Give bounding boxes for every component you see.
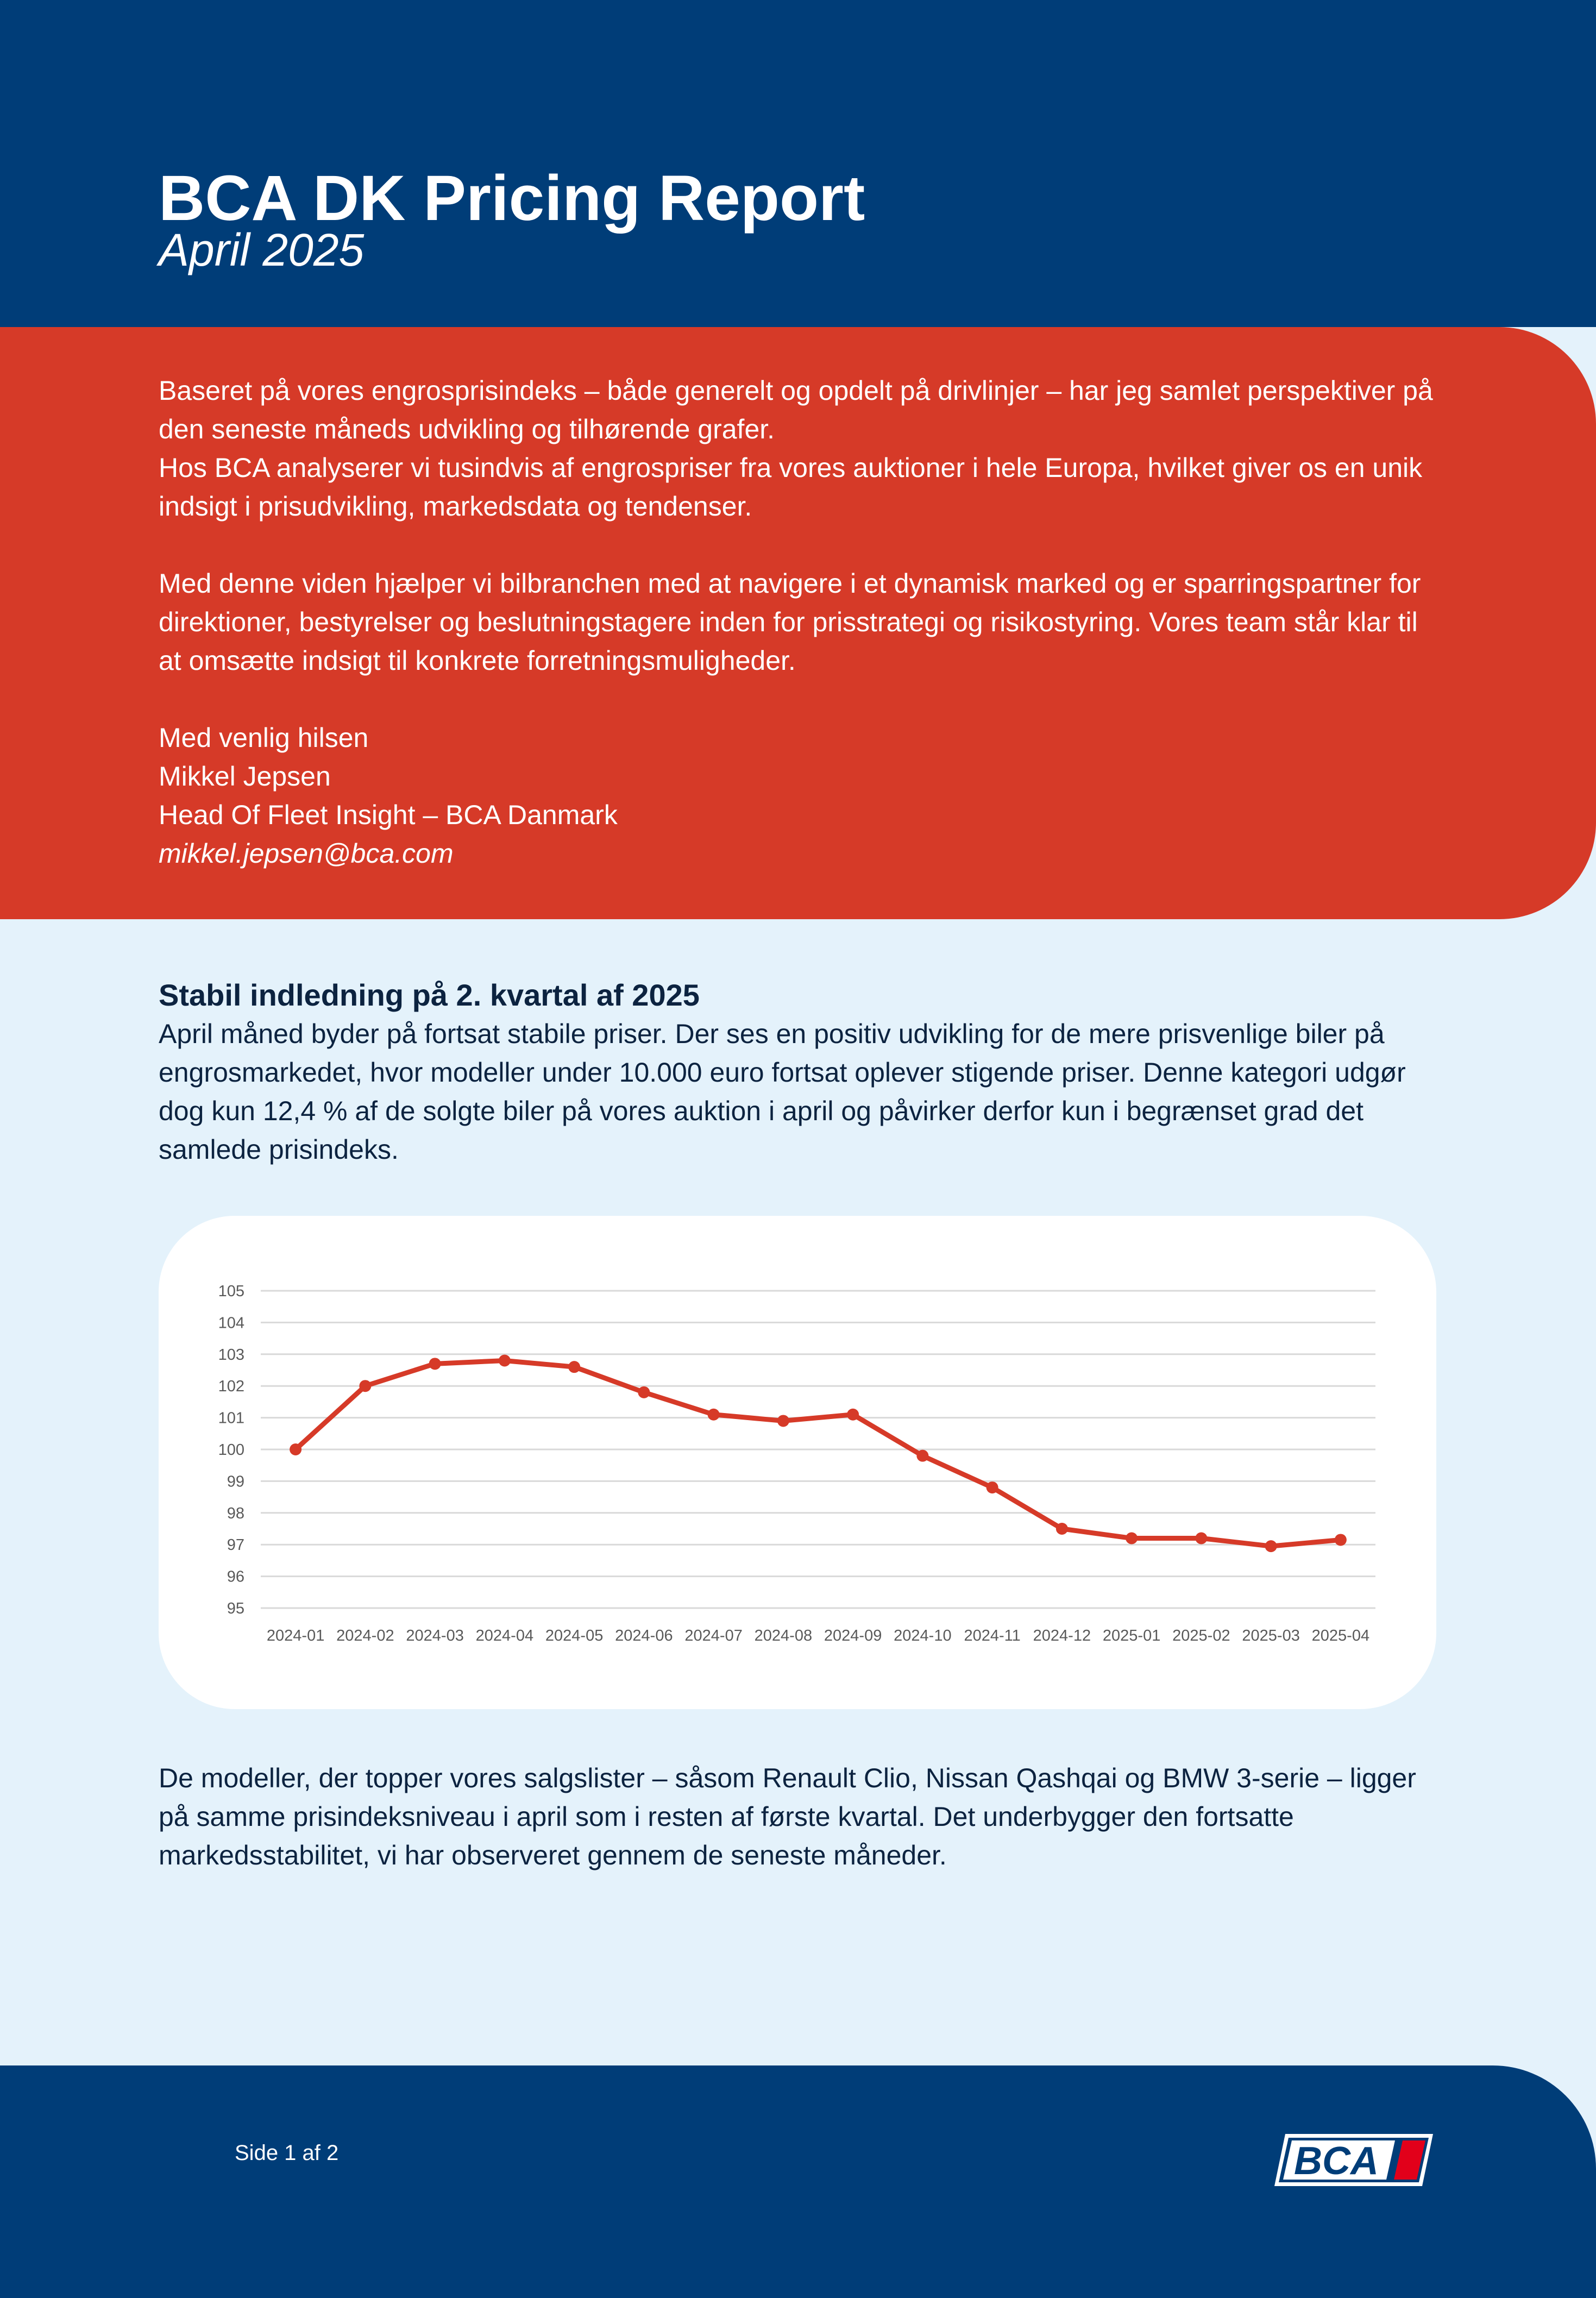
page-number: Side 1 af 2	[235, 2141, 339, 2165]
data-point	[847, 1409, 859, 1421]
data-point	[568, 1361, 580, 1373]
x-tick-label: 2024-10	[894, 1627, 952, 1644]
x-tick-label: 2025-04	[1311, 1627, 1370, 1644]
data-point	[1195, 1533, 1207, 1544]
data-point	[359, 1380, 371, 1392]
y-tick-label: 96	[227, 1568, 244, 1586]
x-tick-label: 2024-12	[1033, 1627, 1091, 1644]
price-index-line-chart	[159, 1216, 1436, 1709]
intro-line-2: Hos BCA analyserer vi tusindvis af engrospriser fra vores auktioner i hele Europa, hvilket giver os en unik indsigt i prisudvikling, markedsdata og tendenser.	[159, 453, 1423, 522]
data-point	[1265, 1540, 1277, 1552]
x-tick-label: 2025-03	[1242, 1627, 1300, 1644]
x-tick-label: 2025-02	[1172, 1627, 1230, 1644]
report-subtitle: April 2025	[159, 224, 365, 275]
bca-logo	[1272, 2130, 1438, 2190]
series-line	[296, 1360, 1341, 1546]
data-point	[916, 1450, 928, 1462]
data-point	[708, 1409, 720, 1421]
intro-paragraph-2: Med denne viden hjælper vi bilbranchen med at navigere i et dynamisk marked og er sparringspartner for direktioner, bestyrelser og beslutningstagere inden for prisstrategi og risikostyring. Vores team står klar til at omsætte indsigt til konkrete forretningsmuligheder.	[159, 568, 1421, 676]
section-heading: Stabil indledning på 2. kvartal af 2025	[159, 978, 700, 1012]
signature-name: Mikkel Jepsen	[159, 761, 331, 792]
intro-panel	[0, 327, 1596, 919]
y-tick-label: 105	[218, 1283, 244, 1300]
x-tick-label: 2024-11	[964, 1627, 1021, 1644]
report-title: BCA DK Pricing Report	[159, 162, 865, 234]
data-point	[1335, 1534, 1347, 1546]
data-point	[1056, 1523, 1068, 1535]
signature-greeting: Med venlig hilsen	[159, 723, 369, 753]
y-tick-label: 102	[218, 1378, 244, 1396]
y-tick-label: 101	[218, 1409, 244, 1427]
y-tick-label: 95	[227, 1600, 244, 1617]
y-tick-label: 100	[218, 1441, 244, 1459]
signature-role: Head Of Fleet Insight – BCA Danmark	[159, 800, 618, 830]
data-point	[1126, 1533, 1138, 1544]
intro-line-1: Baseret på vores engrosprisindeks – både generelt og opdelt på drivlinjer – har jeg samlet perspektiver på den seneste måneds udvikling og tilhørende grafer.	[159, 375, 1433, 444]
x-tick-label: 2024-01	[266, 1627, 325, 1644]
y-tick-label: 103	[218, 1346, 244, 1364]
signature-email[interactable]: mikkel.jepsen@bca.com	[159, 838, 454, 869]
page-footer	[0, 2065, 1596, 2298]
data-point	[986, 1481, 998, 1493]
price-index-chart-card	[159, 1216, 1436, 1709]
x-tick-label: 2024-06	[615, 1627, 673, 1644]
x-tick-label: 2024-07	[684, 1627, 743, 1644]
section-body: April måned byder på fortsat stabile priser. Der ses en positiv udvikling for de mere prisvenlige biler på engrosmarkedet, hvor modeller under 10.000 euro fortsat oplever stigende priser. Denne kategori udgør dog kun 12,4 % af de solgte biler på vores auktion i april og påvirker derfor kun i begrænset grad det samlede prisindeks.	[159, 1019, 1406, 1165]
intro-text	[159, 372, 1446, 873]
y-tick-label: 98	[227, 1504, 244, 1522]
x-tick-label: 2024-08	[754, 1627, 813, 1644]
x-tick-label: 2024-04	[475, 1627, 534, 1644]
logo-text: BCA	[1294, 2139, 1379, 2183]
x-tick-label: 2024-03	[406, 1627, 464, 1644]
article-section	[159, 976, 1446, 1169]
closing-paragraph: De modeller, der topper vores salgslister – såsom Renault Clio, Nissan Qashqai og BMW 3-serie – ligger på samme prisindeksniveau i april som i resten af første kvartal. Det underbygger den fortsatte markedsstabilitet, vi har observeret gennem de seneste måneder.	[159, 1763, 1416, 1870]
x-tick-label: 2024-09	[824, 1627, 882, 1644]
y-tick-label: 104	[218, 1314, 244, 1332]
x-tick-label: 2024-02	[336, 1627, 394, 1644]
data-point	[499, 1354, 511, 1366]
data-point	[777, 1415, 789, 1427]
x-tick-label: 2025-01	[1102, 1627, 1161, 1644]
y-tick-label: 99	[227, 1473, 244, 1491]
intro-paragraph-1	[159, 372, 1446, 526]
report-header	[0, 0, 1596, 327]
data-point	[429, 1358, 441, 1370]
data-point	[638, 1386, 650, 1398]
data-point	[290, 1443, 301, 1455]
x-tick-label: 2024-05	[545, 1627, 604, 1644]
y-tick-label: 97	[227, 1536, 244, 1554]
